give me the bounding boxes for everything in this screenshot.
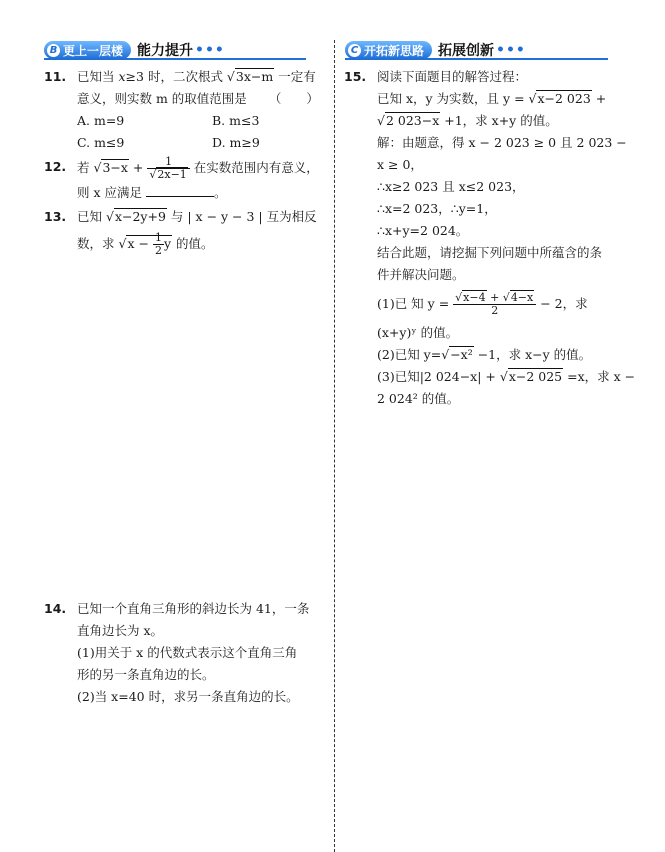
q13-line-2: 数，求 √x − $\frac{1}{2}$ y 的值。 [77,231,214,257]
question-13 [44,206,327,257]
fraction-numerator: √x−4 + √4−x [453,292,536,305]
column-divider [334,40,335,852]
q15-line-4: 解：由题意，得 x − 2 023 ≥ 0 且 2 023 − [377,135,627,150]
q15-part-3-cont: 2 024² 的值。 [377,391,460,406]
q15-line-10: 件并解决问题。 [377,267,465,282]
q13-radicand-part: x − [127,236,153,251]
question-number: 14. [44,601,67,616]
dots-icon: ••• [195,42,225,58]
q13-text: 数，求 [77,236,119,251]
fraction-numerator: 1 [154,231,162,244]
q12-text: + [128,160,148,175]
q12-text: 。 [213,185,227,200]
question-14 [44,598,327,708]
q15-radicand: −x² [450,347,473,362]
fraction-numerator: 1 [147,156,189,169]
fraction-denominator: 2 [491,304,499,317]
answer-bracket: （ ） [268,91,319,106]
section-c-title: 拓展创新 [438,43,495,59]
section-b-title: 能力提升 [137,43,194,59]
q13-radicand-2 [126,231,172,257]
q15-radicand: 2 023−x [385,113,440,128]
q15-line-3: √2 023−x +1，求 x+y 的值。 [377,113,558,128]
q13-line-1: 已知 √x−2y+9 与 | x − y − 3 | 互为相反 [77,209,317,224]
q11-line-1: 已知当 x≥3 时，二次根式 √3x−m 一定有 [77,69,316,84]
section-c-header [345,40,526,60]
fraction-radicand: 2x−1 [157,168,187,181]
q15-text: +1，求 x+y 的值。 [440,113,558,128]
q15-text: (2)已知 y= [377,347,442,362]
q15-part-1-cont: (x+y)ʸ 的值。 [377,325,459,340]
question-12 [44,155,327,204]
q11-var: x [118,69,126,84]
fraction-radicand: 4−x [510,291,534,304]
q13-radicand: x−2y+9 [114,209,166,224]
fraction-denominator: √2x−1 [149,168,187,181]
q12-line-2 [77,182,327,204]
q12-radicand: 3−x [102,160,128,175]
option-a: A. m=9 [77,113,125,128]
q12-line-1: 若 √3−x + $\frac{1}{√2x-1}$ 在实数范围内有意义， [77,155,319,181]
section-b-header [44,40,225,60]
q12-text: 则 x 应满足 [77,185,142,200]
q15-part-1 [377,292,627,322]
q15-line-2: 已知 x，y 为实数，且 y = √x−2 023 + [377,91,607,106]
q14-line-2: 直角边长为 x。 [77,623,164,638]
question-number: 13. [44,209,67,224]
fraction-denominator: 2 [154,244,162,257]
q15-text: − 2，求 [536,296,588,311]
q15-text: (3)已知|2 024−x| + [377,369,500,384]
q13-text: 与 | x − y − 3 | 互为相反 [166,209,317,224]
q15-line-6: ∴x≥2 023 且 x≤2 023， [377,179,525,194]
q12-text: 若 [77,160,94,175]
q15-line-1: 阅读下面题目的解答过程： [377,69,528,84]
q15-text: (1)已 知 y = [377,296,454,311]
q13-radicand-part: y [163,236,171,251]
option-b: B. m≤3 [212,113,260,128]
question-number: 15. [344,69,367,84]
section-b-badge [44,41,131,59]
q15-line-7: ∴x=2 023，∴y=1， [377,201,497,216]
answer-blank[interactable] [146,196,214,197]
q15-text: 已知 x，y 为实数，且 y = [377,91,529,106]
q11-options-row-1 [77,110,327,132]
section-c-badge [345,41,432,59]
fraction-radicand: x−4 [463,291,486,304]
q15-radicand: x−2 025 [508,369,563,384]
q15-line-8: ∴x+y=2 024。 [377,223,469,238]
q12-text: 在实数范围内有意义， [189,160,319,175]
section-c-badge-text: 开拓新思路 [364,43,425,58]
q15-fraction [453,292,536,317]
q15-line-9: 结合此题，请挖掘下列问题中所蕴含的条 [377,245,603,260]
question-number: 12. [44,159,67,174]
question-number: 11. [44,69,67,84]
section-c-letter: C [348,44,361,57]
q11-options-row-2 [77,132,327,154]
q15-text: −1，求 x−y 的值。 [473,347,592,362]
q15-part-2: (2)已知 y=√−x² −1，求 x−y 的值。 [377,347,592,362]
option-c: C. m≤9 [77,135,125,150]
q13-text: 的值。 [172,236,214,251]
q12-fraction [147,156,189,181]
q15-text: + [591,91,607,106]
q15-radicand: x−2 023 [537,91,591,106]
q11-radicand: 3x−m [235,69,274,84]
section-c-underline [345,58,608,60]
q14-line-3: (1)用关于 x 的代数式表示这个直角三角 [77,645,298,660]
q15-text: + [486,291,503,304]
q14-line-1: 已知一个直角三角形的斜边长为 41，一条 [77,601,310,616]
section-b-letter: B [47,44,60,57]
option-d: D. m≥9 [212,135,260,150]
q15-line-5: x ≥ 0， [377,157,423,172]
question-15 [344,66,636,410]
q11-line-2 [77,88,327,110]
dots-icon: ••• [496,42,526,58]
question-11 [44,66,327,154]
q14-line-4: 形的另一条直角边的长。 [77,667,215,682]
q15-text: =x，求 x − [563,369,636,384]
q13-text: 已知 [77,209,106,224]
q11-text: ≥3 时，二次根式 [125,69,227,84]
q11-text: 意义，则实数 m 的取值范围是 [77,91,247,106]
q11-text: 已知当 [77,69,119,84]
section-b-underline [44,58,306,60]
q15-part-3: (3)已知|2 024−x| + √x−2 025 =x，求 x − [377,369,636,384]
q14-line-5: (2)当 x=40 时，求另一条直角边的长。 [77,689,299,704]
q13-fraction [153,232,164,257]
q11-text: 一定有 [274,69,316,84]
section-b-badge-text: 更上一层楼 [63,43,124,58]
